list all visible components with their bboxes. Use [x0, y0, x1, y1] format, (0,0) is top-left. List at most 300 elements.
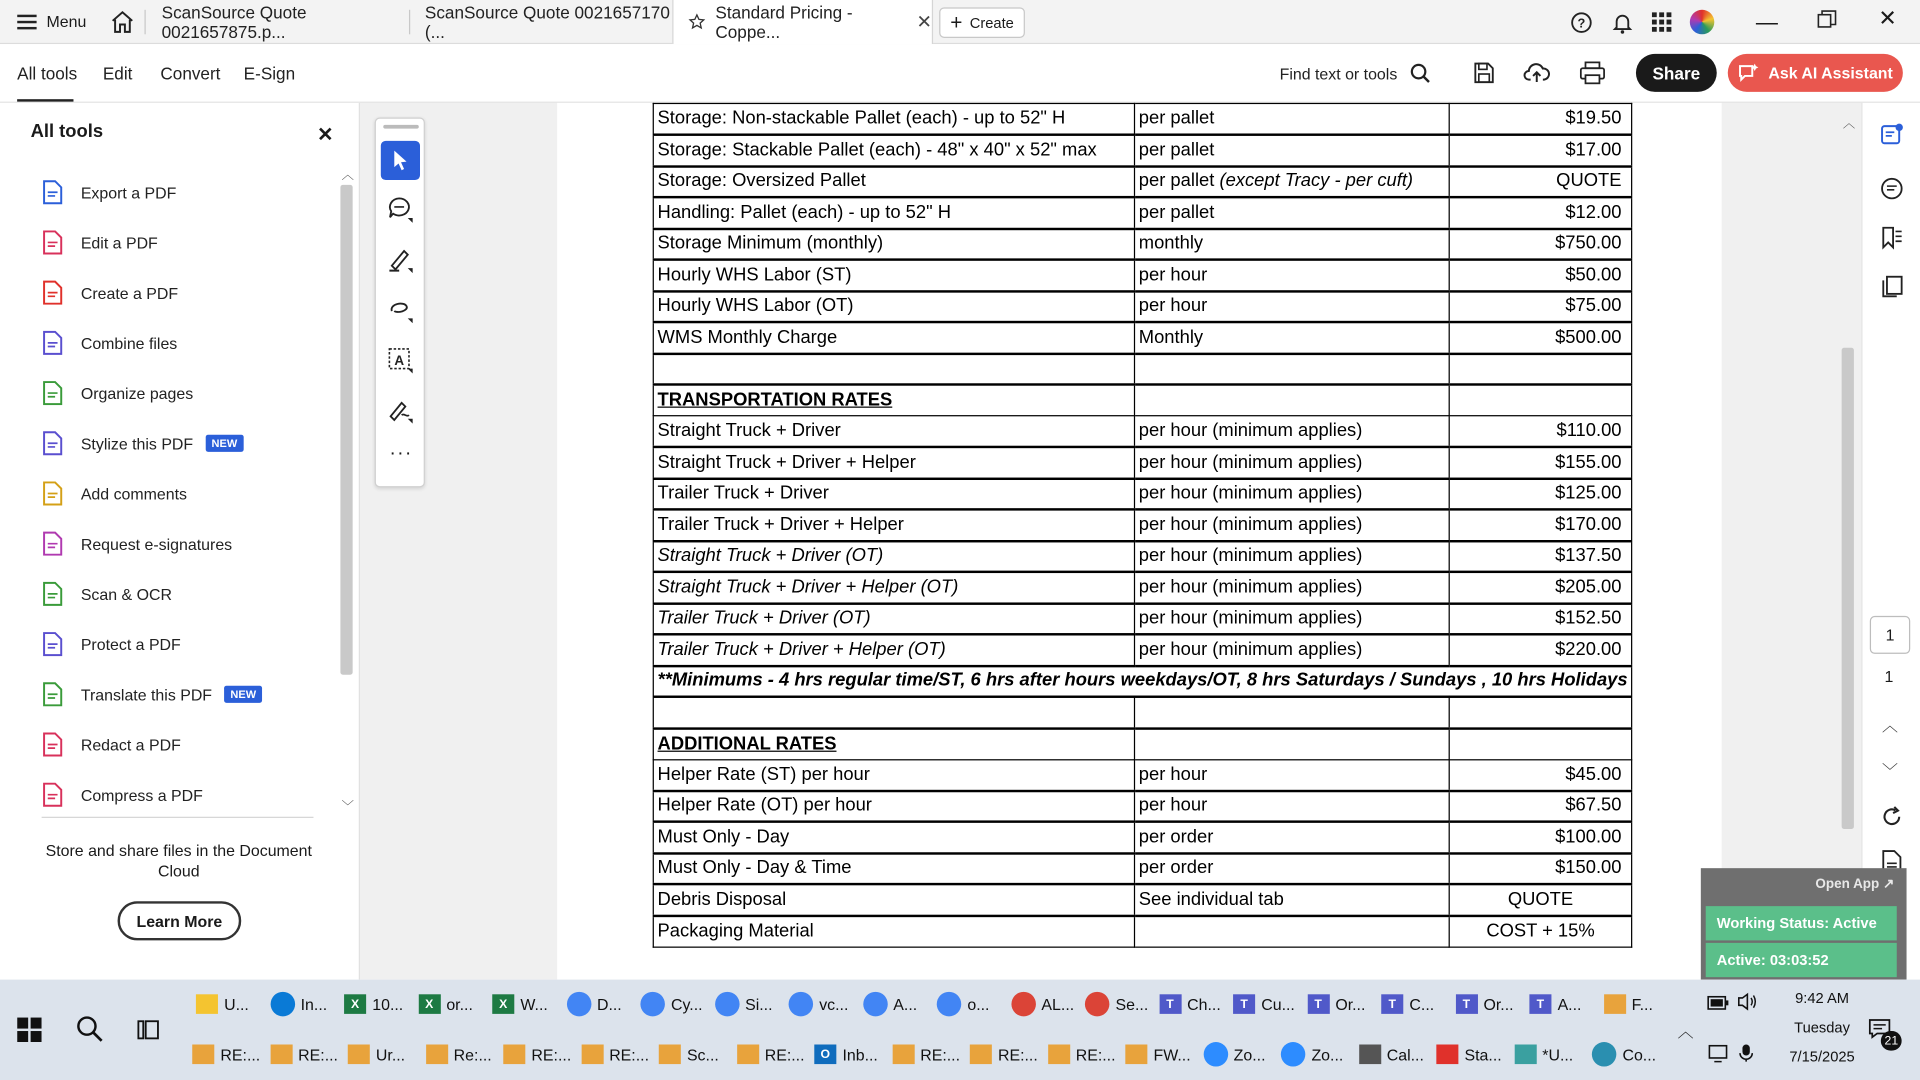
unit-label: per hour (minimum applies) — [1138, 576, 1363, 598]
profile-avatar[interactable] — [1690, 10, 1714, 34]
menu-edit[interactable] — [103, 44, 133, 103]
app-icon: X — [492, 994, 514, 1014]
app-label: RE:... — [764, 1045, 805, 1064]
cell-unit — [1134, 228, 1449, 259]
taskbar-app[interactable] — [1281, 1038, 1343, 1070]
app-icon — [1011, 992, 1035, 1016]
cell-unit — [1134, 572, 1449, 603]
app-icon: T — [1529, 994, 1551, 1014]
clock-day: Tuesday — [1794, 1018, 1850, 1036]
price-value: QUOTE — [1556, 170, 1622, 192]
app-icon — [566, 992, 590, 1016]
find-text-button[interactable] — [1280, 44, 1432, 103]
cell-unit — [1134, 541, 1449, 572]
cell-price — [1449, 103, 1632, 134]
menu-button[interactable] — [17, 12, 86, 30]
panel-scrollbar[interactable] — [338, 164, 355, 815]
cell-price — [1449, 790, 1632, 821]
cell-unit — [1134, 822, 1449, 853]
unit-label: per hour (minimum applies) — [1138, 451, 1363, 473]
pricing-table — [653, 103, 1633, 947]
tool-label: Compress a PDF — [80, 785, 203, 804]
table-row — [653, 509, 1632, 540]
home-icon[interactable] — [110, 10, 134, 41]
taskbar-app[interactable] — [863, 988, 918, 1020]
add-comments-icon — [42, 481, 64, 505]
bookmarks-icon[interactable] — [1880, 225, 1904, 256]
cell-unit — [1134, 915, 1449, 946]
taskbar-app[interactable] — [1307, 988, 1365, 1020]
service-label: Must Only - Day & Time — [657, 857, 852, 879]
active-timer-badge[interactable]: Active: 03:03:52 — [1706, 943, 1897, 977]
print-icon[interactable] — [1580, 61, 1606, 90]
cell-price — [1449, 634, 1632, 665]
highlight-tool-icon[interactable] — [387, 246, 414, 279]
app-icon — [640, 992, 664, 1016]
menu-label: Convert — [160, 63, 221, 84]
taskbar-app[interactable] — [270, 988, 327, 1020]
table-row — [653, 822, 1632, 853]
tab-scansource-quote-2[interactable] — [410, 0, 672, 44]
new-badge: NEW — [205, 435, 243, 452]
taskbar-app[interactable] — [789, 988, 849, 1020]
tool-item[interactable] — [42, 626, 181, 663]
tool-label: Redact a PDF — [80, 735, 181, 754]
table-row — [653, 322, 1632, 353]
service-label: Hourly WHS Labor (ST) — [657, 264, 852, 286]
price-value: COST + 15% — [1486, 920, 1595, 942]
page-thumbnails-icon[interactable] — [1880, 274, 1904, 305]
cell-unit — [1134, 103, 1449, 134]
table-row-empty — [653, 353, 1632, 384]
unit-label: monthly — [1138, 232, 1204, 254]
draw-tool-icon[interactable] — [387, 296, 414, 329]
comments-panel-icon[interactable] — [1880, 122, 1904, 153]
cell-price — [1449, 478, 1632, 509]
section-title: TRANSPORTATION RATES — [657, 389, 893, 411]
taskbar-app[interactable] — [1048, 1038, 1116, 1070]
app-icon — [863, 992, 887, 1016]
table-row — [653, 135, 1632, 166]
app-icon — [503, 1044, 525, 1064]
doc-scroll-up-icon[interactable]: ︿ — [1842, 117, 1856, 132]
tool-item[interactable] — [42, 375, 194, 412]
table-row — [653, 915, 1632, 946]
document-viewer — [360, 103, 1861, 980]
minimums-note: **Minimums - 4 hrs regular time/ST, 6 hrs after hours weekdays/OT, 8 hrs Saturdays / Sundays , 10 hrs Holidays — [653, 666, 1632, 697]
app-label: F... — [1631, 994, 1653, 1014]
cell-unit — [1134, 166, 1449, 197]
time-tracker-widget — [1701, 868, 1907, 979]
app-label: RE:... — [531, 1045, 572, 1064]
working-status-badge[interactable]: Working Status: Active — [1706, 906, 1897, 940]
cell-price — [1449, 728, 1632, 759]
cell-unit — [1134, 384, 1449, 415]
previous-page-icon[interactable]: ︿ — [1882, 716, 1898, 735]
open-app-link[interactable]: Open App ↗ — [1815, 876, 1895, 892]
scroll-up-icon[interactable]: ︿ — [341, 168, 354, 183]
window-close-icon[interactable]: ✕ — [1878, 6, 1897, 31]
cell-service — [653, 759, 1134, 790]
document-scrollbar[interactable] — [1839, 113, 1856, 848]
redact-pdf-icon — [42, 732, 64, 756]
app-label: A... — [893, 994, 918, 1014]
select-tool-icon[interactable] — [381, 141, 420, 180]
app-label: FW... — [1153, 1045, 1191, 1064]
app-icon — [1085, 992, 1109, 1016]
taskbar-app[interactable] — [418, 988, 473, 1020]
taskbar-app[interactable] — [714, 988, 772, 1020]
create-pdf-icon — [42, 280, 64, 304]
unit-label: per pallet — [1138, 201, 1215, 223]
menu-convert[interactable] — [160, 44, 220, 103]
unit-label: per hour (minimum applies) — [1138, 607, 1363, 629]
app-icon — [659, 1044, 681, 1064]
open-app-label: Open App — [1815, 876, 1880, 892]
tool-item[interactable] — [42, 425, 244, 462]
close-panel-icon[interactable]: ✕ — [317, 124, 334, 146]
unit-note: (except Tracy - per cuft) — [1219, 170, 1414, 192]
app-label: Sc... — [686, 1045, 719, 1064]
taskbar-app[interactable] — [1011, 988, 1074, 1020]
app-icon — [789, 992, 813, 1016]
taskbar-search-icon[interactable] — [75, 1014, 104, 1050]
cell-price — [1449, 228, 1632, 259]
star-icon[interactable] — [688, 12, 705, 32]
hamburger-icon — [17, 13, 37, 30]
tool-label: Stylize this PDF — [80, 434, 194, 453]
upload-cloud-icon[interactable] — [1523, 60, 1550, 91]
cell-unit — [1134, 260, 1449, 291]
service-label: Straight Truck + Driver + Helper — [657, 451, 916, 473]
close-tab-icon[interactable]: ✕ — [916, 12, 932, 34]
service-label: Packaging Material — [657, 920, 814, 942]
taskbar-app[interactable] — [1085, 988, 1148, 1020]
taskbar-app[interactable] — [270, 1038, 338, 1070]
task-view-icon[interactable] — [137, 1018, 161, 1049]
app-icon — [1125, 1044, 1147, 1064]
tool-item[interactable] — [42, 274, 179, 311]
tool-label: Request e-signatures — [80, 534, 233, 553]
table-row — [653, 260, 1632, 291]
app-label: Inb... — [842, 1045, 878, 1064]
table-row — [653, 572, 1632, 603]
price-value: $170.00 — [1555, 513, 1622, 535]
tool-item[interactable] — [42, 525, 233, 562]
scroll-down-icon[interactable]: ﹀ — [341, 800, 354, 815]
unit-label: per order — [1138, 826, 1214, 848]
share-button[interactable] — [1636, 54, 1717, 92]
price-value: $100.00 — [1555, 826, 1622, 848]
service-label: Straight Truck + Driver (OT) — [657, 545, 884, 567]
service-label: Storage: Stackable Pallet (each) - 48" x 40" x 52" max — [657, 139, 1097, 161]
app-label: vc... — [819, 994, 849, 1014]
service-label: WMS Monthly Charge — [657, 326, 838, 348]
cloud-promo-text: Store and share files in the Document Cloud — [45, 841, 312, 881]
menu-all-tools[interactable] — [17, 44, 77, 103]
all-tools-panel — [0, 103, 360, 980]
learn-more-label: Learn More — [136, 911, 223, 931]
cell-unit — [1134, 478, 1449, 509]
bell-icon[interactable] — [1611, 11, 1633, 40]
taskbar-app[interactable] — [566, 988, 621, 1020]
taskbar-app[interactable] — [581, 1038, 649, 1070]
taskbar-app[interactable] — [344, 988, 403, 1020]
table-row — [653, 541, 1632, 572]
cell-unit — [1134, 728, 1449, 759]
drag-handle[interactable] — [383, 125, 419, 129]
cell-price — [1449, 541, 1632, 572]
app-icon: X — [344, 994, 366, 1014]
taskbar-app[interactable] — [1125, 1038, 1190, 1070]
cell-price — [1449, 260, 1632, 291]
cell-unit — [1134, 853, 1449, 884]
table-row — [653, 603, 1632, 634]
table-row — [653, 790, 1632, 821]
taskbar-app[interactable] — [737, 1038, 805, 1070]
service-label: Straight Truck + Driver + Helper (OT) — [657, 576, 959, 598]
taskbar-app[interactable] — [503, 1038, 571, 1070]
page-number-input[interactable] — [1870, 616, 1910, 654]
unit-label: per hour (minimum applies) — [1138, 638, 1363, 660]
clock-time[interactable]: 9:42 AM — [1795, 989, 1850, 1007]
app-label: Or... — [1483, 994, 1514, 1014]
taskbar-app[interactable] — [1381, 988, 1434, 1020]
share-label: Share — [1652, 63, 1701, 83]
app-icon — [270, 992, 294, 1016]
app-label: D... — [596, 994, 622, 1014]
taskbar-app[interactable] — [1603, 988, 1652, 1020]
price-value: $75.00 — [1565, 295, 1622, 317]
price-value: $205.00 — [1555, 576, 1622, 598]
cell-price — [1449, 884, 1632, 915]
taskbar-app[interactable] — [1436, 1038, 1501, 1070]
search-icon — [1410, 62, 1432, 84]
app-icon — [714, 992, 738, 1016]
taskbar-app[interactable] — [1233, 988, 1295, 1020]
taskbar-app[interactable] — [892, 1038, 960, 1070]
taskbar-app[interactable] — [1203, 1038, 1265, 1070]
battery-icon[interactable] — [1707, 994, 1729, 1016]
tool-item[interactable] — [42, 776, 203, 813]
price-value: $150.00 — [1555, 857, 1622, 879]
unit-label: per hour (minimum applies) — [1138, 482, 1363, 504]
cell-unit — [1134, 759, 1449, 790]
taskbar-app[interactable] — [426, 1038, 492, 1070]
unit-label: per hour — [1138, 795, 1208, 816]
tool-label: Create a PDF — [80, 283, 179, 302]
unit-label: See individual tab — [1138, 888, 1284, 910]
right-rail — [1861, 103, 1920, 980]
taskbar-app[interactable] — [814, 1038, 878, 1070]
learn-more-button[interactable] — [118, 901, 242, 940]
taskbar-app[interactable] — [970, 1038, 1038, 1070]
cell-service — [653, 915, 1134, 946]
save-icon[interactable] — [1472, 61, 1495, 90]
compress-pdf-icon — [42, 782, 64, 806]
cell-unit — [1134, 603, 1449, 634]
table-row — [653, 197, 1632, 228]
cell-unit — [1134, 884, 1449, 915]
app-label: o... — [967, 994, 990, 1014]
sign-tool-icon[interactable] — [387, 397, 414, 430]
app-label: Zo... — [1233, 1045, 1266, 1064]
add-comment-tool-icon[interactable] — [387, 196, 414, 229]
price-value: $750.00 — [1555, 232, 1622, 254]
tool-item[interactable] — [42, 324, 178, 361]
taskbar-app[interactable] — [659, 1038, 719, 1070]
taskbar-app[interactable] — [1514, 1038, 1573, 1070]
volume-icon[interactable] — [1736, 992, 1758, 1018]
cell-unit — [1134, 634, 1449, 665]
create-label: Create — [969, 14, 1014, 32]
windows-start-icon[interactable] — [17, 1018, 41, 1049]
app-icon — [1436, 1044, 1458, 1064]
tab-standard-pricing[interactable] — [672, 0, 933, 44]
tab-scansource-quote-1[interactable] — [147, 0, 409, 44]
network-icon[interactable] — [1707, 1043, 1729, 1069]
taskbar-app[interactable] — [1592, 1038, 1656, 1070]
table-row — [653, 103, 1632, 134]
tool-item[interactable] — [42, 676, 263, 713]
taskbar-app[interactable] — [192, 1038, 260, 1070]
taskbar-app[interactable] — [937, 988, 990, 1020]
taskbar-app[interactable] — [1359, 1038, 1424, 1070]
app-label: Si... — [745, 994, 773, 1014]
show-hidden-icons[interactable]: ︿ — [1677, 1022, 1694, 1041]
taskbar-app[interactable] — [640, 988, 702, 1020]
menu-label: All tools — [17, 63, 78, 84]
app-icon — [892, 1044, 914, 1064]
ai-assistant-icon — [1738, 62, 1760, 84]
taskbar-app[interactable] — [1455, 988, 1513, 1020]
table-row — [653, 666, 1632, 697]
panel-title: All tools — [30, 121, 104, 143]
cell-price — [1449, 197, 1632, 228]
table-row — [653, 447, 1632, 478]
taskbar-app[interactable] — [1529, 988, 1581, 1020]
tool-item[interactable] — [42, 224, 158, 261]
price-value: $45.00 — [1565, 763, 1622, 785]
app-label: Co... — [1622, 1045, 1657, 1064]
price-value: QUOTE — [1507, 888, 1574, 910]
plus-icon: + — [950, 11, 963, 35]
total-pages: 1 — [1884, 667, 1894, 686]
app-icon — [1603, 994, 1625, 1014]
unit-label: per hour — [1138, 264, 1208, 286]
app-label: Re:... — [453, 1045, 492, 1064]
current-page: 1 — [1885, 625, 1895, 645]
text-box-tool-icon[interactable] — [387, 347, 414, 380]
cell-price — [1449, 759, 1632, 790]
taskbar-app[interactable] — [492, 988, 548, 1020]
ask-ai-assistant-button[interactable] — [1728, 54, 1903, 92]
translate-pdf-icon — [42, 682, 64, 706]
restore-icon[interactable] — [1817, 10, 1837, 36]
table-row — [653, 228, 1632, 259]
app-icon — [1592, 1042, 1616, 1066]
cell-service — [653, 416, 1134, 447]
cell-service — [653, 322, 1134, 353]
comment-list-icon[interactable] — [1880, 176, 1904, 207]
taskbar-app[interactable] — [1159, 988, 1221, 1020]
app-label: Cy... — [671, 994, 703, 1014]
request-esign-icon — [42, 531, 64, 555]
service-label: Trailer Truck + Driver + Helper (OT) — [657, 638, 946, 660]
service-label: Helper Rate (OT) per hour — [657, 795, 872, 816]
create-button[interactable] — [939, 7, 1025, 38]
cell-price — [1449, 322, 1632, 353]
service-label: Debris Disposal — [657, 888, 787, 910]
table-row — [653, 884, 1632, 915]
app-label: W... — [520, 994, 548, 1014]
doc-scroll-thumb[interactable] — [1842, 348, 1854, 829]
table-row — [653, 634, 1632, 665]
app-icon — [970, 1044, 992, 1064]
app-label: RE:... — [997, 1045, 1038, 1064]
app-icon — [737, 1044, 759, 1064]
taskbar-app[interactable] — [196, 988, 249, 1020]
section-header-row — [653, 384, 1632, 415]
tool-item[interactable] — [42, 576, 172, 613]
table-row — [653, 759, 1632, 790]
tool-item[interactable] — [42, 726, 181, 763]
cell-unit — [1134, 790, 1449, 821]
minimize-icon[interactable]: — — [1755, 9, 1778, 35]
taskbar-app[interactable] — [348, 1038, 405, 1070]
tab-label: ScanSource Quote 0021657170 (... — [424, 2, 670, 42]
app-label: Cal... — [1386, 1045, 1424, 1064]
service-label: Helper Rate (ST) per hour — [657, 763, 870, 785]
unit-label: per hour — [1138, 763, 1208, 785]
tool-item[interactable] — [42, 174, 177, 211]
service-label: Handling: Pallet (each) - up to 52" H — [657, 201, 951, 223]
tool-item[interactable] — [42, 475, 187, 512]
more-tools-icon[interactable]: ··· — [389, 443, 413, 465]
cell-price — [1449, 291, 1632, 322]
menu-esign[interactable] — [244, 44, 295, 103]
cell-unit — [1134, 416, 1449, 447]
help-icon[interactable] — [1570, 11, 1593, 40]
app-icon — [426, 1044, 448, 1064]
cell-service — [653, 260, 1134, 291]
table-row-empty — [653, 697, 1632, 728]
divider — [42, 817, 314, 818]
refresh-icon[interactable] — [1880, 804, 1904, 835]
app-label: RE:... — [220, 1045, 261, 1064]
tab-bar — [0, 0, 1920, 44]
menu-label: Menu — [46, 12, 87, 31]
menu-label: Edit — [102, 63, 133, 84]
cell-price — [1449, 135, 1632, 166]
microphone-icon[interactable] — [1739, 1043, 1754, 1069]
next-page-icon[interactable]: ﹀ — [1882, 761, 1898, 781]
cell-price — [1449, 509, 1632, 540]
scroll-thumb[interactable] — [340, 185, 352, 675]
apps-grid-icon[interactable] — [1652, 12, 1672, 38]
new-badge: NEW — [224, 686, 262, 703]
service-label: Trailer Truck + Driver + Helper — [657, 513, 904, 535]
main-toolbar — [0, 44, 1920, 103]
cell-price — [1449, 166, 1632, 197]
app-label: RE:... — [920, 1045, 961, 1064]
app-label: Ur... — [375, 1045, 406, 1064]
tab-label: Standard Pricing - Coppe... — [715, 2, 853, 42]
app-icon: T — [1159, 994, 1181, 1014]
service-label: Hourly WHS Labor (OT) — [657, 295, 854, 317]
tool-label: Combine files — [80, 333, 178, 353]
cell-price — [1449, 384, 1632, 415]
